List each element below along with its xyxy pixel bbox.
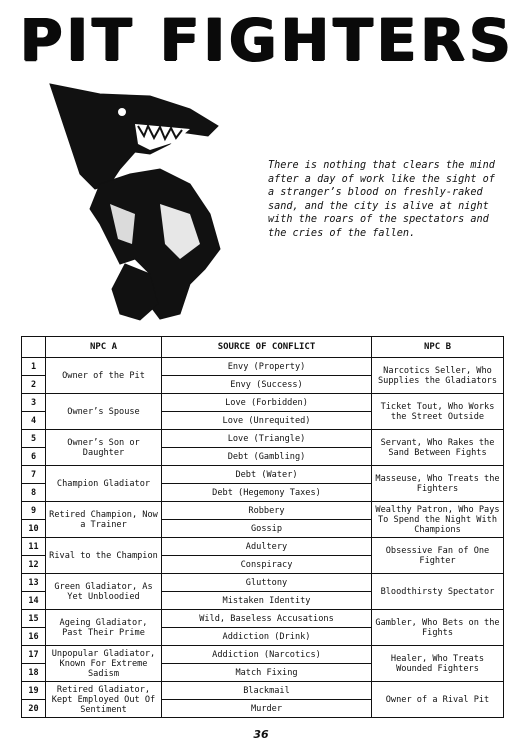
table-row: [22, 430, 504, 448]
table-row: [22, 574, 504, 592]
conflict-cell: Addiction (Narcotics): [162, 646, 372, 664]
npc-a-cell: Rival to the Champion: [46, 538, 162, 574]
row-number: 20: [22, 700, 46, 718]
npc-a-cell: Champion Gladiator: [46, 466, 162, 502]
table-row: [22, 610, 504, 628]
table-body: [22, 358, 504, 718]
conflict-cell: Love (Forbidden): [162, 394, 372, 412]
npc-conflict-table: [21, 336, 504, 718]
conflict-cell: Debt (Gambling): [162, 448, 372, 466]
row-number: 5: [22, 430, 46, 448]
row-number: 15: [22, 610, 46, 628]
table-row: [22, 394, 504, 412]
row-number: 3: [22, 394, 46, 412]
row-number: 7: [22, 466, 46, 484]
row-number: 13: [22, 574, 46, 592]
npc-a-cell: Unpopular Gladiator, Known For Extreme Sadism: [46, 646, 162, 682]
conflict-cell: Robbery: [162, 502, 372, 520]
npc-b-cell: Masseuse, Who Treats the Fighters: [372, 466, 504, 502]
npc-b-cell: Obsessive Fan of One Fighter: [372, 538, 504, 574]
npc-b-cell: Narcotics Seller, Who Supplies the Gladiators: [372, 358, 504, 394]
row-number: 14: [22, 592, 46, 610]
npc-a-cell: Owner’s Son or Daughter: [46, 430, 162, 466]
conflict-cell: Adultery: [162, 538, 372, 556]
conflict-cell: Gossip: [162, 520, 372, 538]
row-number: 17: [22, 646, 46, 664]
npc-b-cell: Owner of a Rival Pit: [372, 682, 504, 718]
npc-b-cell: Ticket Tout, Who Works the Street Outside: [372, 394, 504, 430]
header-conflict: SOURCE OF CONFLICT: [162, 337, 372, 358]
npc-b-cell: Gambler, Who Bets on the Fights: [372, 610, 504, 646]
page-title: PIT FIGHTERS: [20, 6, 515, 74]
conflict-cell: Envy (Property): [162, 358, 372, 376]
row-number: 8: [22, 484, 46, 502]
conflict-cell: Envy (Success): [162, 376, 372, 394]
row-number: 19: [22, 682, 46, 700]
row-number: 1: [22, 358, 46, 376]
npc-b-cell: Bloodthirsty Spectator: [372, 574, 504, 610]
conflict-cell: Gluttony: [162, 574, 372, 592]
conflict-cell: Blackmail: [162, 682, 372, 700]
conflict-cell: Match Fixing: [162, 664, 372, 682]
npc-b-cell: Wealthy Patron, Who Pays To Spend the Night With Champions: [372, 502, 504, 538]
conflict-cell: Murder: [162, 700, 372, 718]
conflict-cell: Wild, Baseless Accusations: [162, 610, 372, 628]
table-header: [22, 337, 504, 358]
npc-a-cell: Retired Champion, Now a Trainer: [46, 502, 162, 538]
table-row: [22, 502, 504, 520]
header-num: [22, 337, 46, 358]
table-row: [22, 538, 504, 556]
header-npc-b: NPC B: [372, 337, 504, 358]
table-row: [22, 646, 504, 664]
header-npc-a: NPC A: [46, 337, 162, 358]
npc-a-cell: Owner’s Spouse: [46, 394, 162, 430]
row-number: 18: [22, 664, 46, 682]
npc-b-cell: Servant, Who Rakes the Sand Between Fights: [372, 430, 504, 466]
page-number: 36: [253, 728, 269, 741]
conflict-cell: Addiction (Drink): [162, 628, 372, 646]
row-number: 12: [22, 556, 46, 574]
row-number: 16: [22, 628, 46, 646]
row-number: 9: [22, 502, 46, 520]
row-number: 6: [22, 448, 46, 466]
conflict-cell: Love (Unrequited): [162, 412, 372, 430]
conflict-cell: Debt (Water): [162, 466, 372, 484]
conflict-cell: Love (Triangle): [162, 430, 372, 448]
conflict-cell: Mistaken Identity: [162, 592, 372, 610]
npc-a-cell: Ageing Gladiator, Past Their Prime: [46, 610, 162, 646]
conflict-cell: Debt (Hegemony Taxes): [162, 484, 372, 502]
table-row: [22, 358, 504, 376]
shark-headed-gladiator-icon: [40, 74, 240, 324]
table-row: [22, 682, 504, 700]
conflict-cell: Conspiracy: [162, 556, 372, 574]
row-number: 2: [22, 376, 46, 394]
npc-a-cell: Retired Gladiator, Kept Employed Out Of Sentiment: [46, 682, 162, 718]
npc-b-cell: Healer, Who Treats Wounded Fighters: [372, 646, 504, 682]
row-number: 10: [22, 520, 46, 538]
row-number: 11: [22, 538, 46, 556]
intro-quote: There is nothing that clears the mind after a day of work like the sight of a stranger’s blood on freshly-raked sand, and the city is alive at night with the roars of the spectators and the cries of the fallen.: [268, 160, 495, 239]
table-row: [22, 466, 504, 484]
row-number: 4: [22, 412, 46, 430]
npc-a-cell: Green Gladiator, As Yet Unbloodied: [46, 574, 162, 610]
npc-a-cell: Owner of the Pit: [46, 358, 162, 394]
